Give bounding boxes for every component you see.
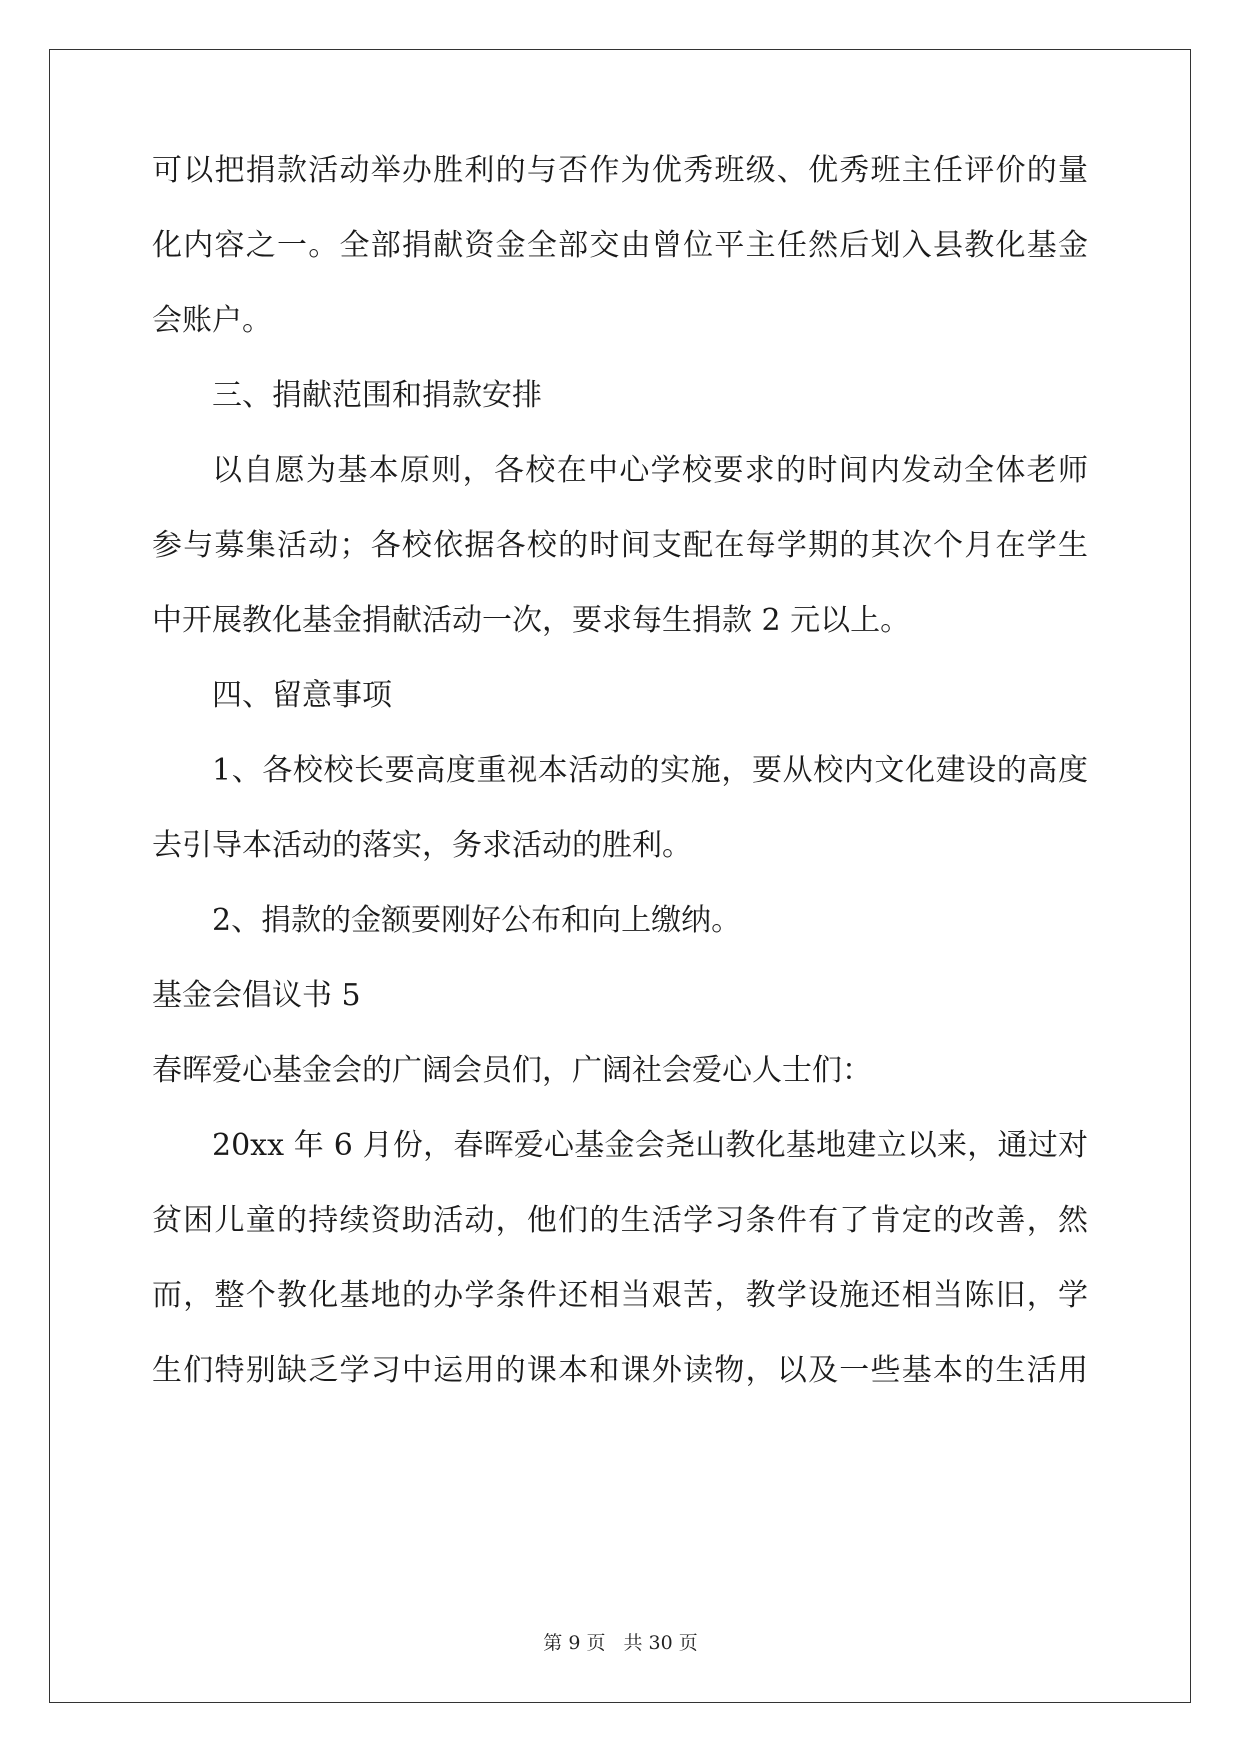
paragraph-line: 而，整个教化基地的办学条件还相当艰苦，教学设施还相当陈旧，学 xyxy=(152,1278,1088,1313)
salutation: 春晖爱心基金会的广阔会员们，广阔社会爱心人士们： xyxy=(152,1053,872,1088)
section-heading: 四、留意事项 xyxy=(212,678,392,713)
page-border xyxy=(49,49,1191,1703)
paragraph-line: 以自愿为基本原则，各校在中心学校要求的时间内发动全体老师 xyxy=(212,453,1088,488)
paragraph-line: 生们特别缺乏学习中运用的课本和课外读物，以及一些基本的生活用 xyxy=(152,1353,1088,1388)
paragraph-line: 贫困儿童的持续资助活动，他们的生活学习条件有了肯定的改善，然 xyxy=(152,1203,1088,1238)
page-number: 第 9 页 xyxy=(543,1632,606,1654)
paragraph-line: 1、各校校长要高度重视本活动的实施，要从校内文化建设的高度 xyxy=(212,753,1088,788)
section-heading: 三、捐献范围和捐款安排 xyxy=(212,378,542,413)
paragraph-line: 去引导本活动的落实，务求活动的胜利。 xyxy=(152,828,692,863)
paragraph-line: 中开展教化基金捐献活动一次，要求每生捐款 2 元以上。 xyxy=(152,603,911,638)
paragraph-line: 参与募集活动；各校依据各校的时间支配在每学期的其次个月在学生 xyxy=(152,528,1088,563)
document-title: 基金会倡议书 5 xyxy=(152,978,361,1013)
paragraph-line: 化内容之一。全部捐献资金全部交由曾位平主任然后划入县教化基金 xyxy=(152,228,1088,263)
page-total: 共 30 页 xyxy=(623,1632,698,1654)
paragraph-line: 2、捐款的金额要刚好公布和向上缴纳。 xyxy=(212,903,742,938)
paragraph-line: 会账户。 xyxy=(152,303,272,338)
paragraph-line: 20xx 年 6 月份，春晖爱心基金会尧山教化基地建立以来，通过对 xyxy=(212,1128,1088,1163)
page-footer xyxy=(0,1631,1241,1655)
paragraph-line: 可以把捐款活动举办胜利的与否作为优秀班级、优秀班主任评价的量 xyxy=(152,153,1088,188)
